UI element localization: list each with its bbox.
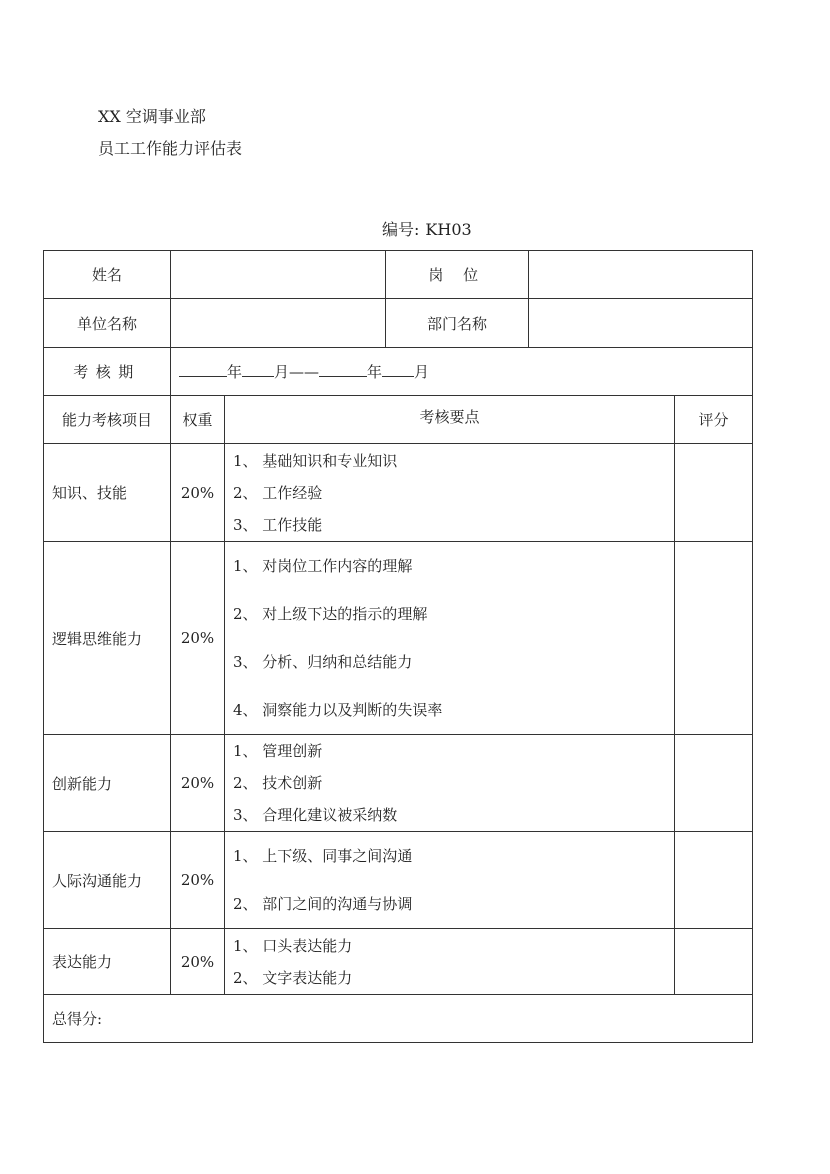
header-item: 能力考核项目 <box>44 396 171 444</box>
item-score[interactable] <box>675 735 753 832</box>
position-field[interactable] <box>529 251 753 299</box>
item-weight: 20% <box>171 444 225 542</box>
item-name: 知识、技能 <box>44 444 171 542</box>
period-field[interactable]: 年 月—— 年 月 <box>171 348 753 396</box>
item-row <box>44 444 753 542</box>
item-weight: 20% <box>171 832 225 929</box>
code-value: KH03 <box>425 220 472 239</box>
item-weight: 20% <box>171 929 225 995</box>
name-label: 姓名 <box>44 251 171 299</box>
position-label: 岗 位 <box>386 251 529 299</box>
total-row <box>44 995 753 1043</box>
end-month-blank[interactable] <box>382 361 414 377</box>
code-label: 编号: <box>382 220 420 239</box>
header-points: 考核要点 <box>225 396 675 444</box>
form-code <box>382 220 472 240</box>
column-header-row <box>44 396 753 444</box>
start-year-blank[interactable] <box>179 361 227 377</box>
item-name: 逻辑思维能力 <box>44 542 171 735</box>
item-row <box>44 832 753 929</box>
unit-row <box>44 299 753 348</box>
header-weight: 权重 <box>171 396 225 444</box>
header-score: 评分 <box>675 396 753 444</box>
form-title: 员工工作能力评估表 <box>98 139 243 158</box>
item-points: 1、 对岗位工作内容的理解 2、 对上级下达的指示的理解 3、 分析、归纳和总结能力 4、 洞察能力以及判断的失误率 <box>225 542 675 735</box>
item-points: 1、 基础知识和专业知识 2、 工作经验 3、 工作技能 <box>225 444 675 542</box>
period-row <box>44 348 753 396</box>
item-score[interactable] <box>675 542 753 735</box>
item-score[interactable] <box>675 929 753 995</box>
item-row <box>44 929 753 995</box>
item-name: 表达能力 <box>44 929 171 995</box>
item-points: 1、 上下级、同事之间沟通 2、 部门之间的沟通与协调 <box>225 832 675 929</box>
evaluation-table <box>43 250 753 1043</box>
item-row <box>44 542 753 735</box>
item-points: 1、 管理创新 2、 技术创新 3、 合理化建议被采纳数 <box>225 735 675 832</box>
name-field[interactable] <box>171 251 386 299</box>
item-weight: 20% <box>171 542 225 735</box>
item-points: 1、 口头表达能力 2、 文字表达能力 <box>225 929 675 995</box>
start-month-blank[interactable] <box>242 361 274 377</box>
item-name: 创新能力 <box>44 735 171 832</box>
unit-field[interactable] <box>171 299 386 348</box>
item-weight: 20% <box>171 735 225 832</box>
end-year-blank[interactable] <box>319 361 367 377</box>
item-score[interactable] <box>675 832 753 929</box>
company-name: XX 空调事业部 <box>98 107 206 126</box>
item-row <box>44 735 753 832</box>
period-label: 考核期 <box>44 348 171 396</box>
dept-field[interactable] <box>529 299 753 348</box>
name-row <box>44 251 753 299</box>
item-score[interactable] <box>675 444 753 542</box>
total-score[interactable]: 总得分: <box>44 995 753 1043</box>
dept-label: 部门名称 <box>386 299 529 348</box>
unit-label: 单位名称 <box>44 299 171 348</box>
item-name: 人际沟通能力 <box>44 832 171 929</box>
